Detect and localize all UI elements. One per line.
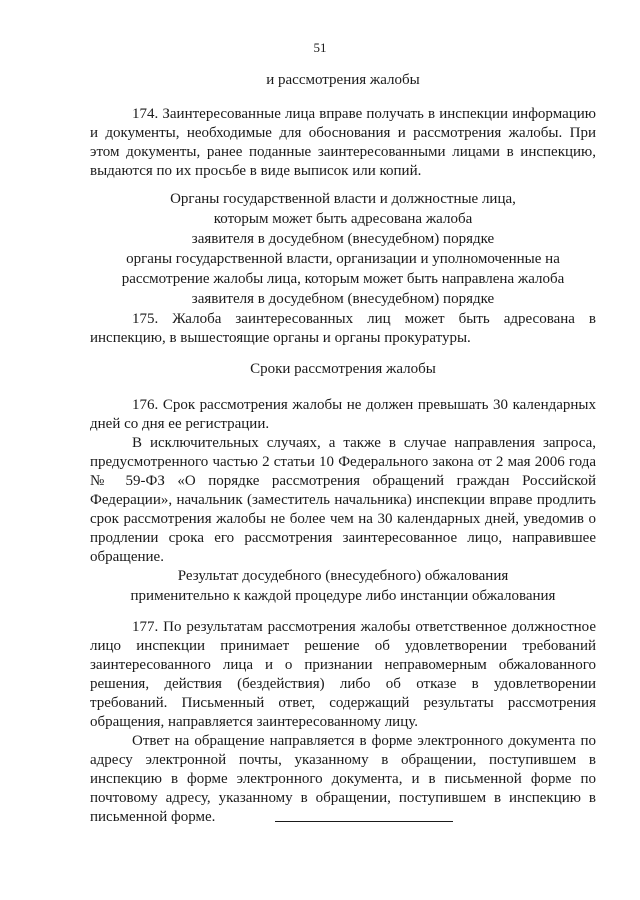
section-body [90, 105, 596, 181]
heading-line: и рассмотрения жалобы [266, 72, 420, 88]
section-body [90, 396, 596, 567]
section-heading [90, 70, 596, 90]
section-heading [90, 189, 596, 309]
section-body [90, 618, 596, 827]
heading-line: Сроки рассмотрения жалобы [250, 361, 436, 377]
heading-line: Результат досудебного (внесудебного) обжалования [177, 568, 509, 584]
footer-rule [275, 821, 453, 822]
heading-line: применительно к каждой процедуре либо инстанции обжалования [130, 588, 556, 604]
heading-line: органы государственной власти, организации и уполномоченные на [126, 251, 560, 267]
paragraph-177-continued: Ответ на обращение направляется в форме электронного документа по адресу электронной почты, указанному в обращении, поступившем в инспекцию в форме электронного документа, и в письменной форме по почтовому адресу, указанному в обращении, поступившем в инспекцию в письменной форме. [90, 733, 596, 825]
paragraph-175: 175. Жалоба заинтересованных лиц может быть адресована в инспекцию, в вышестоящие органы и органы прокуратуры. [90, 311, 596, 346]
heading-line: Органы государственной власти и должностные лица, [170, 191, 516, 207]
paragraph-176-continued: В исключительных случаях, а также в случае направления запроса, предусмотренного частью 2 статьи 10 Федерального закона от 2 мая 2006 года № 59-ФЗ «О порядке рассмотрения обращений граждан Российской Федерации», начальник (заместитель начальника) инспекции вправе продлить срок рассмотрения жалобы не более чем на 30 календарных дней, уведомив о продлении срока его рассмотрения заинтересованное лицо, направившее обращение. [90, 435, 596, 565]
section-heading [90, 566, 596, 606]
heading-line: рассмотрение жалобы лица, которым может быть направлена жалоба [121, 271, 565, 287]
section-body [90, 310, 596, 348]
page-number: 51 [313, 40, 327, 55]
heading-line: заявителя в досудебном (внесудебном) порядке [191, 291, 495, 307]
paragraph-176: 176. Срок рассмотрения жалобы не должен превышать 30 календарных дней со дня ее регистрации. [90, 397, 596, 432]
paragraph-177: 177. По результатам рассмотрения жалобы ответственное должностное лицо инспекции принимает решение об удовлетворении требований заинтересованного лица и о признании неправомерным обжалованного решения, действия (бездействия) либо об отказе в удовлетворении требований. Письменный ответ, содержащий результаты рассмотрения обращения, направляется заинтересованному лицу. [90, 619, 596, 730]
section-heading [90, 359, 596, 379]
paragraph-174: 174. Заинтересованные лица вправе получать в инспекции информацию и документы, необходимые для обоснования и рассмотрения жалобы. При этом документы, ранее поданные заинтересованными лицами в инспекцию, выдаются по их просьбе в виде выписок или копий. [90, 106, 596, 179]
heading-line: заявителя в досудебном (внесудебном) порядке [191, 231, 495, 247]
heading-line: которым может быть адресована жалоба [213, 211, 473, 227]
